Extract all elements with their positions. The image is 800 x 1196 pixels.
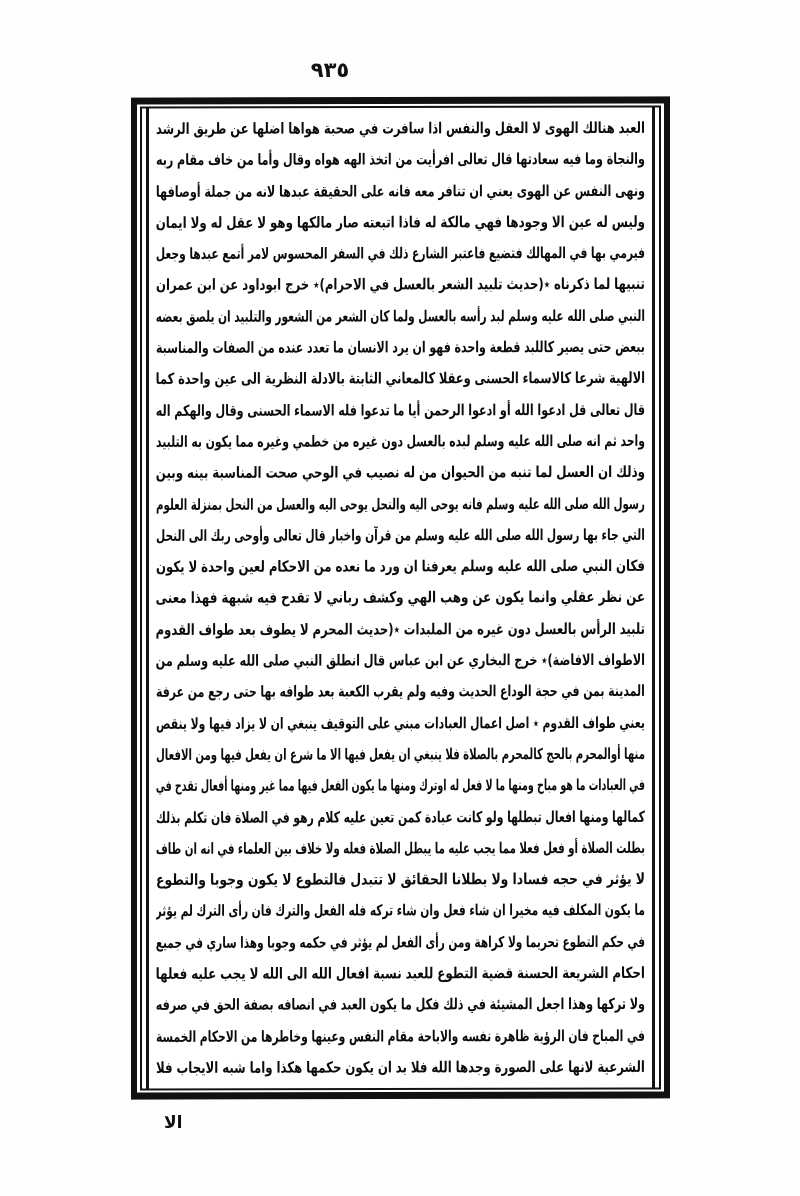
body-text-line: قال تعالى قل ادعوا الله أو ادعوا الرحمن أيا ما تدعوا فله الاسماء الحسنى وقال والهكم اله: [156, 401, 645, 421]
body-text-line: ما يكون المكلف فيه مخيرا ان شاء فعل وان شاء تركه فله الفعل والترك فان رأى الترك لم يؤثر: [156, 901, 645, 921]
body-text-line: كمالها ومنها افعال تبطلها ولو كانت عبادة كمن تعين عليه كلام رهو في الصلاة فان تكلم بذلك: [156, 807, 645, 827]
body-text-line: تلبيد الرأس بالعسل دون غيره من الملبدات ٭(حديث المحرم لا يطوف بعد طواف القدوم: [156, 620, 645, 640]
frame-rule-left: [146, 109, 149, 1089]
body-text-line: الشرعية لانها على الصورة وجدها الله فلا بد ان يكون حكمها هكذا واما شبه الايجاب فلا: [156, 1058, 645, 1078]
body-text-block: [156, 113, 645, 1084]
body-text-line: وليس له عين الا وجودها فهي مالكة له فاذا اتبعته صار مالكها وهو لا عقل له ولا ايمان: [156, 213, 645, 233]
body-text-line: وذلك ان العسل لما تنبه من الحيوان من له نصيب في الوحي صحت المناسبة بينه وبين: [156, 463, 645, 483]
body-text-line: النبي صلى الله عليه وسلم لبد رأسه بالعسل ولما كان الشعر من الشعور والتلبيد ان يلصق بعضه: [156, 307, 645, 327]
body-text-line: فكان النبي صلى الله عليه وسلم يعرفنا ان ورد ما نعده من الاحكام لعين واحدة لا يكون: [156, 557, 645, 577]
body-text-line: [156, 1084, 645, 1091]
body-text-line: فيرمي بها في المهالك فتضيع فاعتبر الشارع ذلك في السفر المحسوس لامر أتمع عبدها وجعل: [156, 244, 645, 264]
body-text-line: ولا تركها وهذا اجعل المشيئة في ذلك فكل ما يكون العبد في انصافه بصفة الحق في صرفه: [156, 995, 645, 1015]
body-text-line: رسول الله صلى الله عليه وسلم فانه يوحى اليه والنحل يوحى اليه والعسل من النحل بمنزلة العلوم: [156, 495, 645, 514]
body-text-line: المدينة بمن في حجة الوداع الحديث وفيه ولم يقرب الكعبة بعد طوافه بها حتى رجع من عرفة: [156, 682, 645, 702]
body-text-line: في حكم التطوع تحريما ولا كراهة ومن رأى الفعل لم يؤثر في حكمه وجوبا وهذا ساري في جميع: [156, 933, 645, 953]
catchword: الا: [164, 1113, 183, 1133]
body-text-line: تنبيها لما ذكرناه ٭(حديث تلبيد الشعر بالعسل في الاحرام)٭ خرج ابوداود عن ابن عمران: [156, 275, 645, 295]
text-frame-inner-gap: [137, 103, 664, 1092]
body-text-line: والنجاة وما فيه سعادتها قال تعالى افرأيت من اتخذ الهه هواه وقال وأما من خاف مقام ربه: [156, 150, 645, 170]
body-text-line: واحد ثم انه صلى الله عليه وسلم لبده بالعسل دون غيره من خطمي وغيره مما يكون به التلبيد: [156, 432, 645, 452]
body-text-line: عن نظر عقلي وانما يكون عن وهب الهي وكشف رباني لا تقدح فيه شبهة فهذا معنى: [156, 588, 645, 608]
body-text-line: العبد هنالك الهوى لا العقل والنفس اذا سافرت في صحبة هواها اضلها عن طريق الرشد: [156, 119, 645, 139]
text-frame: [140, 105, 661, 1090]
body-text-line: ببعض حتى يصير كاللبد قطعة واحدة فهو ان يرد الانسان ما تعدد عنده من الصفات والمناسبة: [155, 338, 645, 358]
folio-number: ٩٣٥: [310, 58, 350, 82]
text-frame-border: [131, 96, 670, 1099]
body-text-line: منها أوالمحرم بالحج كالمحرم بالصلاة فلا ينبغي ان يفعل فيها الا ما شرع ان يفعل فيها ومن الافعال: [156, 745, 645, 765]
body-text-line: في المباح فان الرؤية ظاهرة نفسه والاباحة مقام النفس وعينها وخاطرها من الاحكام الخمسة: [156, 1027, 645, 1047]
body-text-line: ونهى النفس عن الهوى يعني ان تنافر معه فانه على الحقيقة عبدها لانه من جملة أوصافها: [156, 182, 645, 201]
body-text-line: في العبادات ما هو مباح ومنها ما لا فعل له اوترك ومنها ما يكون الفعل فيها مما غير ومنها أفعال تقدح في: [156, 776, 645, 796]
frame-rule-right: [652, 107, 655, 1087]
body-text-line: الالهية شرعا كالاسماء الحسنى وعقلا كالمعاني الثابتة بالادلة النظرية الى عين واحدة كما: [156, 369, 645, 389]
body-text-line: لا يؤثر في حجه فسادا ولا بطلانا الحقائق لا تتبدل فالتطوع لا يكون وجوبا والتطوع: [156, 870, 645, 890]
body-text-line: يعني طواف القدوم ٭ اصل اعمال العبادات مبني على التوقيف ينبغي ان لا يزاد فيها ولا ينقص: [156, 714, 645, 734]
body-text-line: احكام الشريعة الحسنة قضية التطوع للعبد نسبة افعال الله الى الله لا يجب عليه فعلها: [156, 964, 645, 984]
body-text-line: التي جاء بها رسول الله صلى الله عليه وسلم من قرآن واخبار قال تعالى وأوحى ربك الى النحل: [156, 526, 645, 546]
body-text-line: بطلت الصلاة أو فعل فعلا مما يجب عليه ما يبطل الصلاة فعله ولا خلاف بين العلماء في انه ان طاف: [156, 839, 645, 859]
body-text-line: الاطواف الافاضة)٭ خرج البخاري عن ابن عباس قال انطلق النبي صلى الله عليه وسلم من: [156, 651, 645, 671]
